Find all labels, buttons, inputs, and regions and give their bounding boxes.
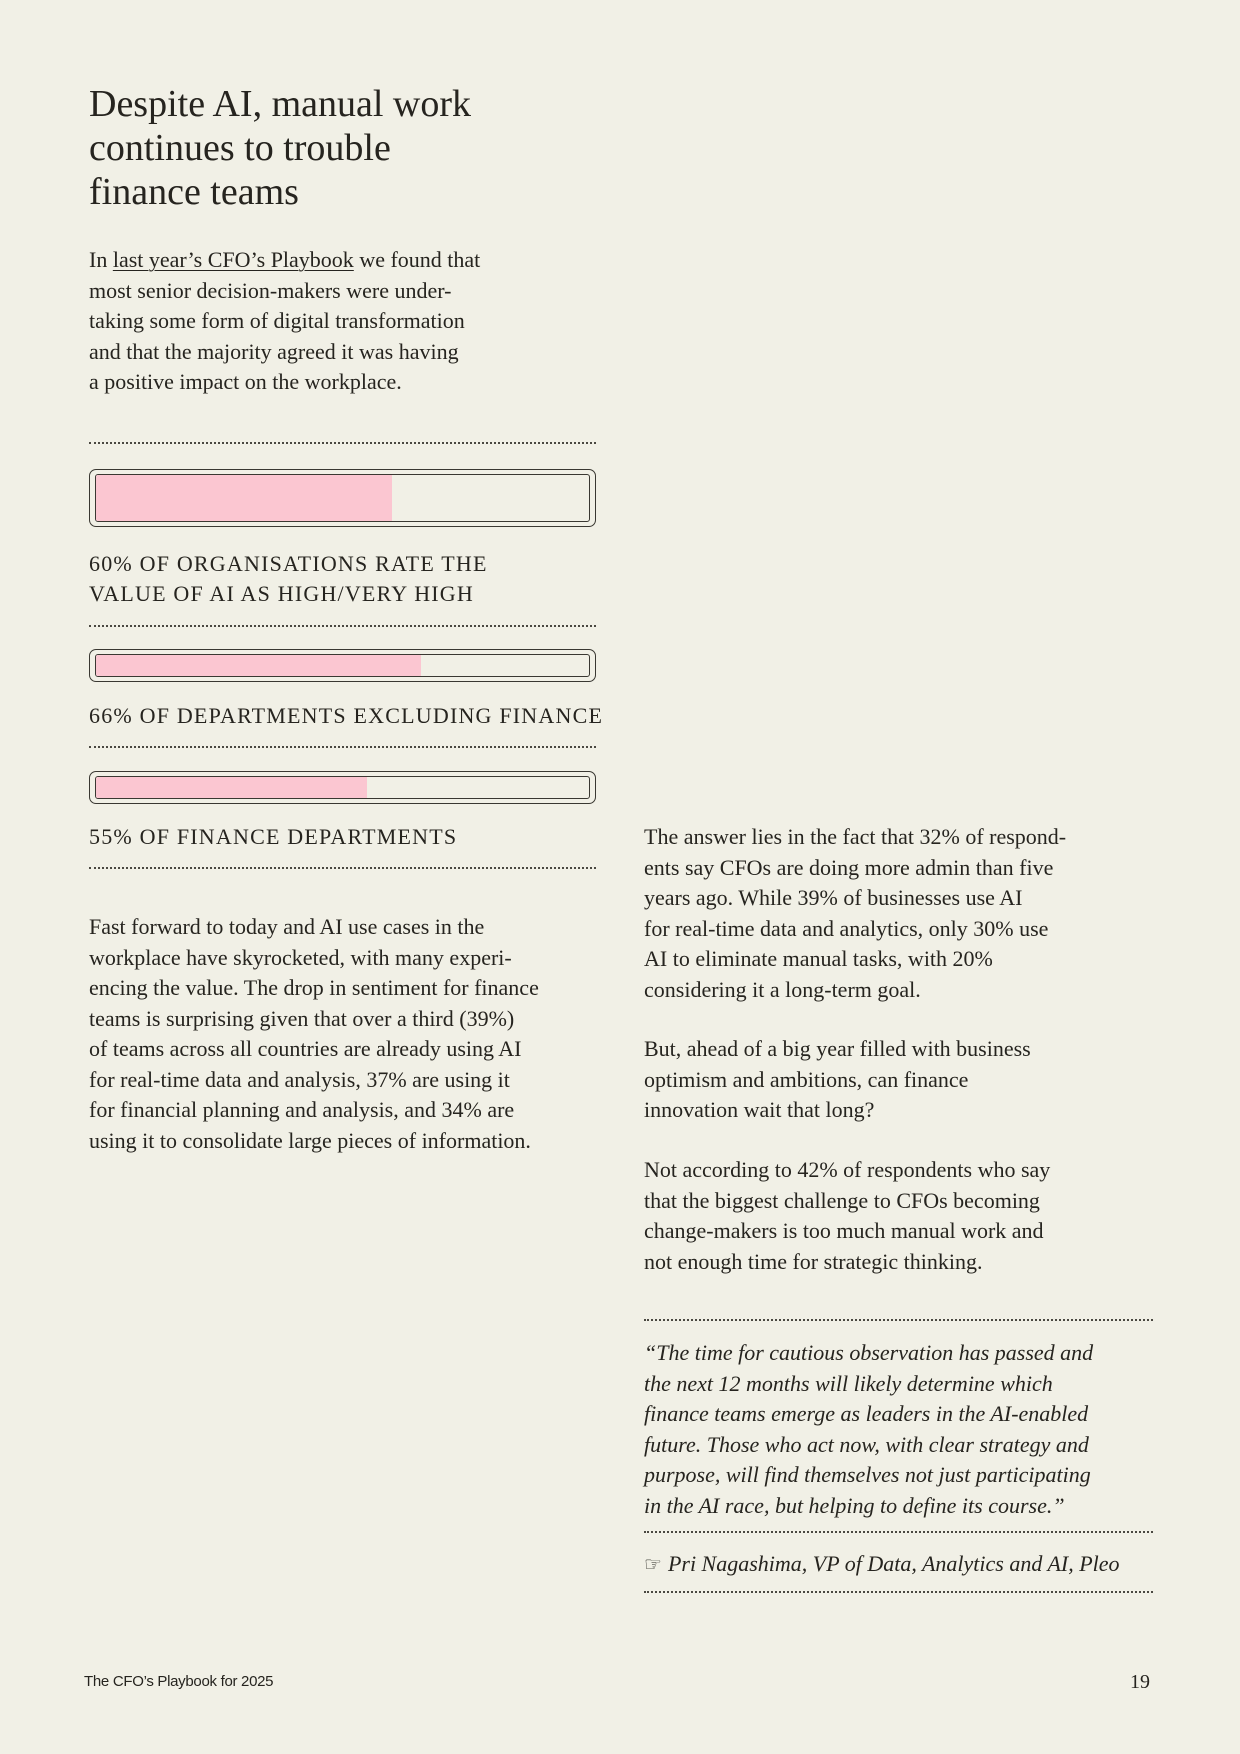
attribution-text: Pri Nagashima, VP of Data, Analytics and AI, Pleo [667, 1551, 1120, 1576]
intro-line: In last year’s CFO’s Playbook we found that [89, 247, 481, 272]
page-number: 19 [1130, 1671, 1150, 1693]
stat-bar-fill [96, 655, 421, 676]
intro-line: a positive impact on the workplace. [89, 369, 402, 394]
stat-bar-departments-excluding-finance [89, 649, 596, 682]
stat-bar-track [95, 776, 590, 799]
dotted-divider [644, 1319, 1153, 1321]
stat-bar-fill [96, 777, 367, 798]
intro-line: taking some form of digital transformation [89, 308, 465, 333]
right-body-paragraph-ahead: But, ahead of a big year filled with business optimism and ambitions, can finance innovation wait that long? [644, 1036, 1031, 1122]
dotted-divider [89, 867, 596, 869]
dotted-divider [89, 442, 596, 444]
stat-bar-organisations [89, 469, 596, 527]
stat-bar-track [95, 474, 590, 522]
stat-bar-track [95, 654, 590, 677]
right-body-paragraph-challenge: Not according to 42% of respondents who say that the biggest challenge to CFOs becoming change-makers is too much manual work and not enough time for strategic thinking. [644, 1157, 1051, 1274]
last-year-playbook-link[interactable]: last year’s CFO’s Playbook [112, 247, 354, 272]
left-body-paragraph: Fast forward to today and AI use cases in the workplace have skyrocketed, with many experi- encing the value. The drop in sentiment for finance teams is surprising given that over a third (39%) of teams across all countries are already using AI for real-time data and analysis, 37% are using it for financial planning and analysis, and 34% are using it to consolidate large pieces of information. [89, 914, 539, 1153]
dotted-divider [644, 1531, 1153, 1533]
stat-label-finance-departments: 55% OF FINANCE DEPARTMENTS [89, 824, 458, 849]
intro-line: most senior decision-makers were under- [89, 277, 452, 303]
dotted-divider [89, 625, 596, 627]
pull-quote: “The time for cautious observation has passed and the next 12 months will likely determine which finance teams emerge as leaders in the AI-enabled future. Those who act now, with clear strategy and purpose, will find themselves not just participating in the AI race, but helping to define its course.” [644, 1340, 1094, 1518]
dotted-divider [644, 1591, 1153, 1593]
stat-label-departments-excluding-finance: 66% OF DEPARTMENTS EXCLUDING FINANCE [89, 703, 604, 728]
footer-publication-title: The CFO’s Playbook for 2025 [84, 1673, 274, 1690]
page-title: Despite AI, manual work continues to trouble finance teams [89, 83, 472, 213]
stat-bar-fill [96, 475, 392, 521]
right-body-paragraph-answer: The answer lies in the fact that 32% of respond- ents say CFOs are doing more admin than five years ago. While 39% of businesses use AI for real-time data and analytics, only 30% use AI to eliminate manual tasks, with 20% considering it a long-term goal. [644, 824, 1067, 1002]
quote-attribution [644, 1549, 1120, 1580]
stat-bar-finance-departments [89, 771, 596, 804]
dotted-divider [89, 746, 596, 748]
pointing-hand-icon: ☞ [644, 1554, 662, 1576]
intro-paragraph [89, 245, 629, 398]
stat-label-organisations: 60% OF ORGANISATIONS RATE THE VALUE OF AI AS HIGH/VERY HIGH [89, 551, 488, 606]
intro-line: and that the majority agreed it was having [89, 338, 459, 364]
